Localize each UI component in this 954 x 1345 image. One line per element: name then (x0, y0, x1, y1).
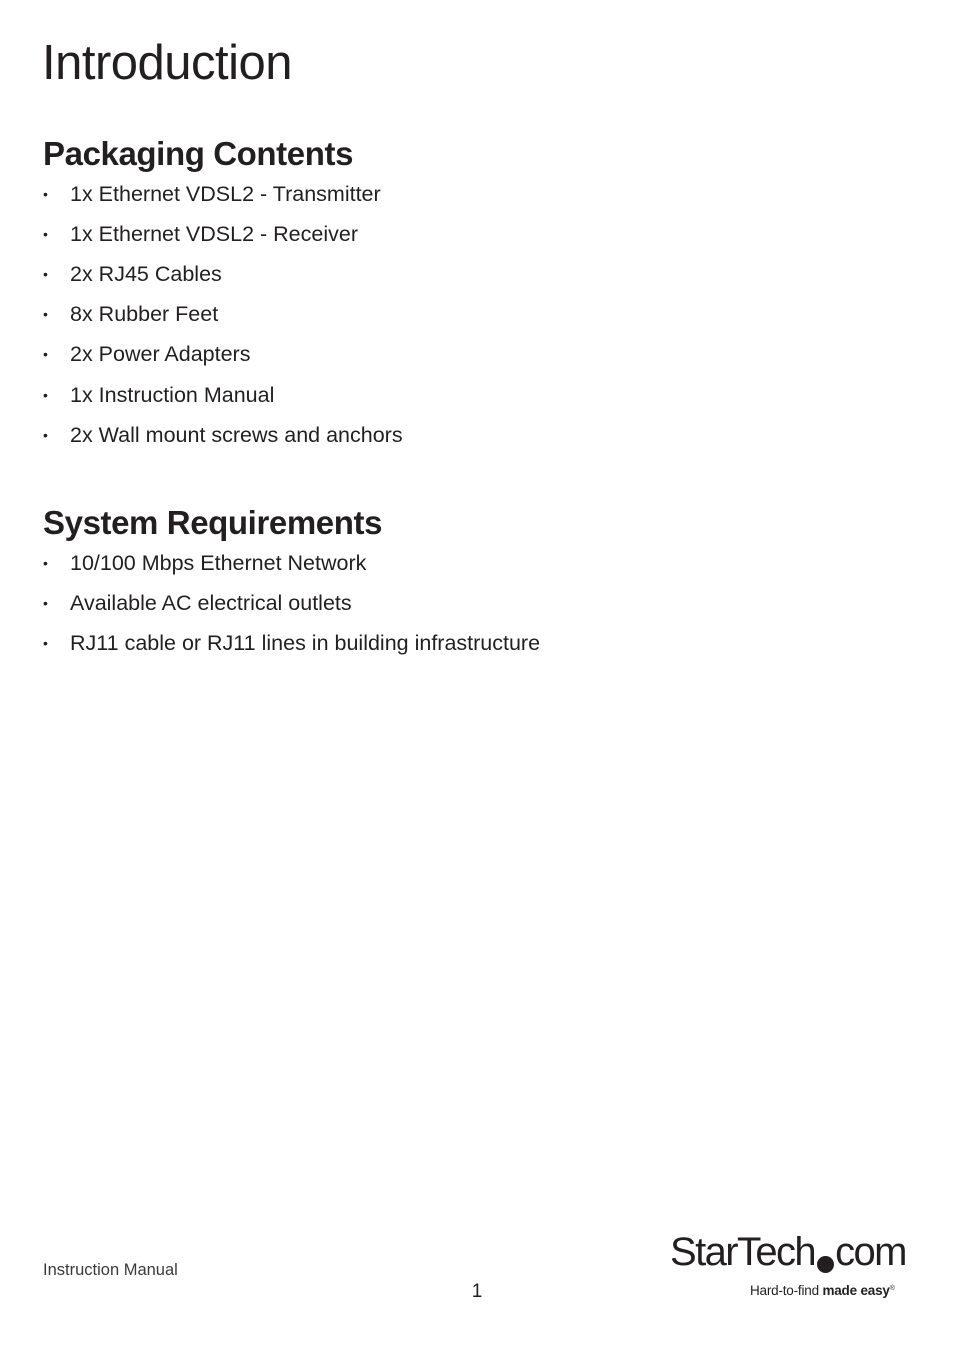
page-number: 1 (471, 1281, 483, 1302)
bullet-icon: • (43, 426, 48, 443)
list-item (43, 180, 403, 220)
startech-logo (670, 1232, 915, 1307)
logo-brand-prefix: StarTech (670, 1230, 816, 1274)
list-item (43, 340, 403, 380)
bullet-icon: • (43, 225, 48, 242)
list-item-text: Available AC electrical outlets (70, 590, 352, 615)
bullet-icon: • (43, 306, 48, 323)
bullet-icon: • (43, 594, 48, 611)
list-item (43, 260, 403, 300)
list-item (43, 220, 403, 260)
logo-tagline-bold: made easy (822, 1283, 890, 1298)
list-item (43, 300, 403, 340)
system-requirements-section (43, 503, 540, 669)
logo-brand-suffix: com (835, 1230, 906, 1274)
list-item-text: 10/100 Mbps Ethernet Network (70, 550, 367, 575)
logo-tagline-regular: Hard-to-find (750, 1283, 823, 1298)
list-item-text: 2x Power Adapters (70, 342, 251, 367)
list-item (43, 629, 540, 669)
bullet-icon: • (43, 386, 48, 403)
logo-dot-icon (817, 1256, 834, 1273)
system-requirements-list (43, 549, 540, 670)
bullet-icon: • (43, 185, 48, 202)
bullet-icon: • (43, 554, 48, 571)
bullet-icon: • (43, 265, 48, 282)
list-item-text: 2x RJ45 Cables (70, 261, 222, 286)
logo-wordmark (670, 1232, 906, 1273)
list-item-text: 1x Ethernet VDSL2 - Receiver (70, 221, 358, 246)
registered-mark: ® (889, 1285, 895, 1292)
system-requirements-heading: System Requirements (43, 504, 383, 541)
bullet-icon: • (43, 346, 48, 363)
list-item (43, 381, 403, 421)
bullet-icon: • (43, 634, 48, 651)
footer-document-label: Instruction Manual (43, 1261, 178, 1279)
list-item-text: 1x Instruction Manual (70, 382, 275, 407)
list-item-text: 1x Ethernet VDSL2 - Transmitter (70, 181, 381, 206)
list-item-text: 8x Rubber Feet (70, 302, 219, 327)
list-item-text: 2x Wall mount screws and anchors (70, 422, 403, 447)
list-item (43, 549, 540, 589)
logo-tagline (750, 1283, 895, 1298)
page-title: Introduction (42, 36, 293, 90)
packaging-contents-list (43, 180, 403, 461)
list-item-text: RJ11 cable or RJ11 lines in building infrastructure (70, 630, 541, 655)
list-item (43, 589, 540, 629)
packaging-contents-section (43, 134, 403, 461)
packaging-contents-heading: Packaging Contents (43, 135, 354, 172)
list-item (43, 421, 403, 461)
